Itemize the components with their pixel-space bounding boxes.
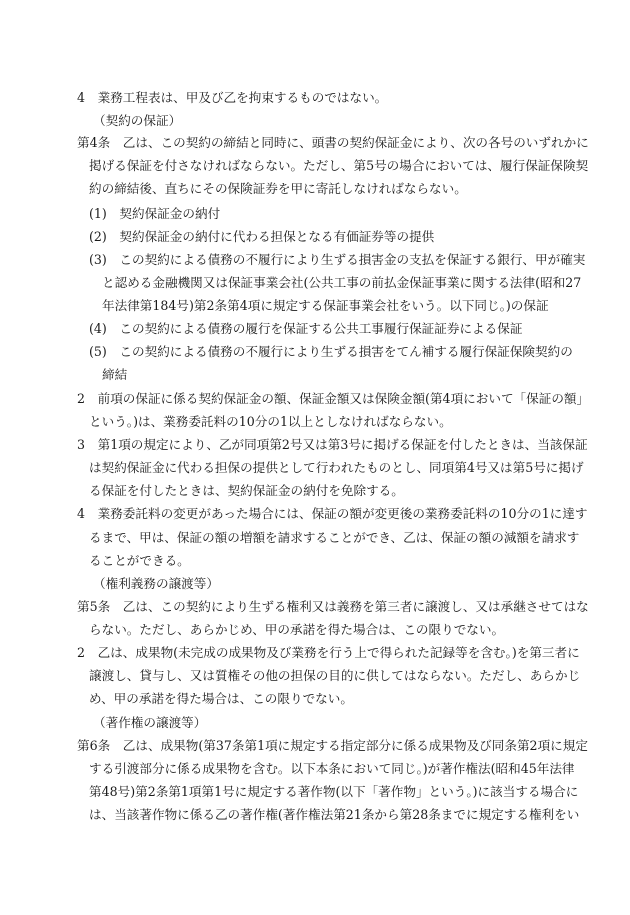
article-line: 第6条 乙は、成果物(第37条第1項に規定する指定部分に係る成果物及び同条第2項に規定 (77, 738, 588, 753)
section-heading: （著作権の譲渡等） (93, 715, 207, 730)
paragraph-line: は契約保証金に代わる担保の提供として行われたものとし、同項第4号又は第5号に掲げ (89, 460, 584, 475)
article-line: 第5条 乙は、この契約により生ずる権利又は義務を第三者に譲渡し、又は承継させてはな (77, 599, 589, 614)
paragraph-line: め、甲の承諾を得た場合は、この限りでない。 (89, 691, 353, 706)
list-item: (2) 契約保証金の納付に代わる担保となる有価証券等の提供 (89, 229, 435, 244)
list-item: (4) この契約による債務の履行を保証する公共工事履行保証証券による保証 (89, 321, 523, 336)
paragraph-line: 3 第1項の規定により、乙が同項第2号又は第3号に掲げる保証を付したときは、当該保証 (77, 437, 588, 452)
paragraph-line: 4 業務委託料の変更があった場合には、保証の額が変更後の業務委託料の10分の1に達す (77, 506, 588, 521)
paragraph-line: 2 前項の保証に係る契約保証金の額、保証金額又は保険金額(第4項において「保証の額」 (77, 391, 590, 406)
list-item: (1) 契約保証金の納付 (89, 206, 221, 221)
paragraph-line: るまで、甲は、保証の額の増額を請求することができ、乙は、保証の額の減額を請求す (89, 530, 580, 545)
list-item: (3) この契約による債務の不履行により生ずる損害金の支払を保証する銀行、甲が確実 (89, 252, 586, 267)
paragraph-line: ることができる。 (89, 553, 190, 568)
section-heading: （権利義務の譲渡等） (93, 576, 219, 591)
paragraph-line: する引渡部分に係る成果物を含む。以下本条において同じ。)が著作権法(昭和45年法律 (89, 761, 575, 776)
paragraph-line: 第48号)第2条第1項第1号に規定する著作物(以下「著作物」という。)に該当する場合に (89, 784, 579, 799)
list-item-continuation: と認める金融機関又は保証事業会社(公共工事の前払金保証事業に関する法律(昭和27 (102, 275, 582, 290)
paragraph-line: らない。ただし、あらかじめ、甲の承諾を得た場合は、この限りでない。 (89, 622, 505, 637)
section-heading: （契約の保証） (93, 113, 182, 128)
paragraph-line: という。)は、業務委託料の10分の1以上としなければならない。 (89, 414, 452, 429)
paragraph-line: 掲げる保証を付さなければならない。ただし、第5号の場合においては、履行保証保険契 (89, 158, 589, 173)
paragraph-line: 約の締結後、直ちにその保険証券を甲に寄託しなければならない。 (89, 181, 467, 196)
list-item: (5) この契約による債務の不履行により生ずる損害をてん補する履行保証保険契約の (89, 344, 573, 359)
list-item-continuation: 締結 (102, 367, 128, 382)
paragraph-line: は、当該著作物に係る乙の著作権(著作権法第21条から第28条までに規定する権利をい (89, 807, 580, 822)
paragraph-line: 2 乙は、成果物(未完成の成果物及び業務を行う上で得られた記録等を含む。)を第三者に (77, 645, 580, 660)
paragraph-line: る保証を付したときは、契約保証金の納付を免除する。 (89, 483, 404, 498)
paragraph-line: 4 業務工程表は、甲及び乙を拘束するものではない。 (77, 90, 388, 105)
paragraph-line: 譲渡し、貸与し、又は質権その他の担保の目的に供してはならない。ただし、あらかじ (89, 668, 581, 683)
list-item-continuation: 年法律第184号)第2条第4項に規定する保証事業会社をいう。以下同じ。)の保証 (102, 298, 549, 313)
article-line: 第4条 乙は、この契約の締結と同時に、頭書の契約保証金により、次の各号のいずれかに (77, 135, 589, 150)
